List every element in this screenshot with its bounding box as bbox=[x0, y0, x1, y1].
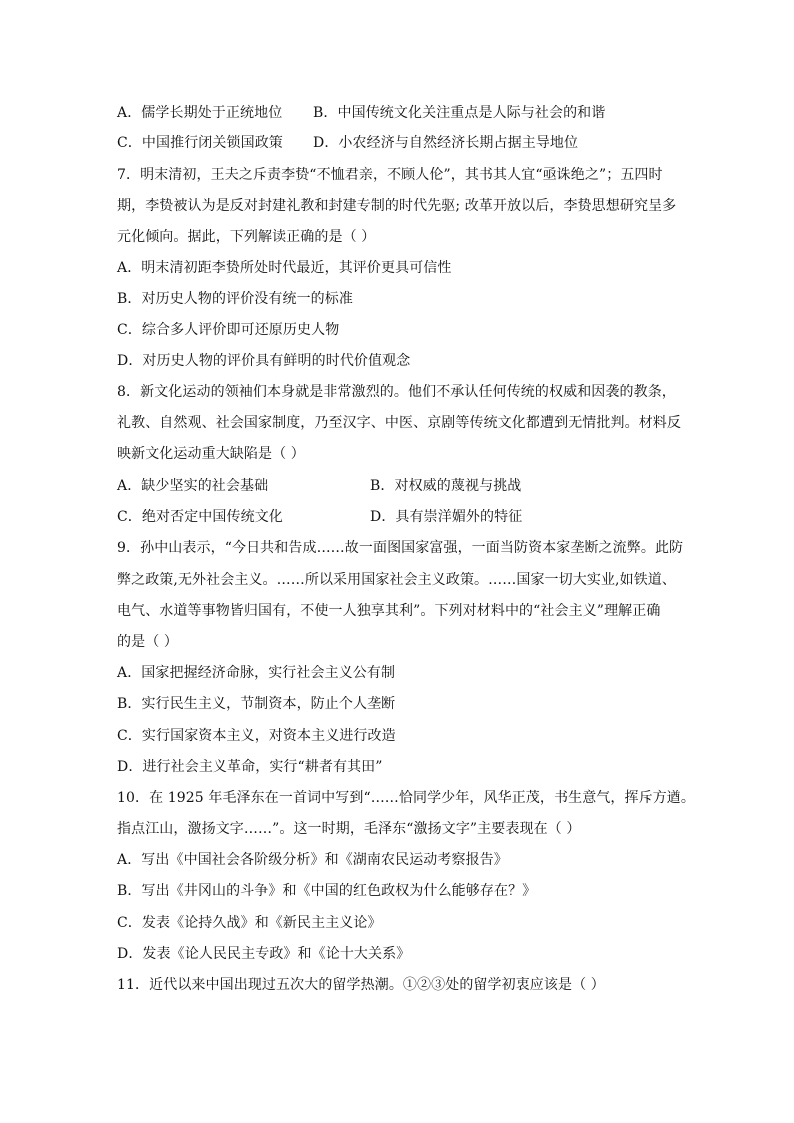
q7-option-a: A．明末清初距李贽所处时代最近，其评价更具可信性 bbox=[117, 260, 452, 276]
q8-option-c: C．绝对否定中国传统文化 bbox=[117, 509, 283, 525]
q10-option-d: D．发表《论人民民主专政》和《论十大关系》 bbox=[117, 946, 411, 962]
q7-stem-line-3: 元化倾向。据此，下列解读正确的是（ ） bbox=[117, 229, 376, 245]
q7-stem-line-2: 期，李贽被认为是反对封建礼教和封建专制的时代先驱; 改革开放以后，李贽思想研究呈多 bbox=[117, 198, 677, 214]
q6-option-a: A．儒学长期处于正统地位 bbox=[117, 105, 283, 121]
q7-option-b: B．对历史人物的评价没有统一的标准 bbox=[117, 291, 353, 307]
q9-stem-line-3: 电气、水道等事物皆归国有，不使一人独享其利”。下列对材料中的“社会主义”理解正确 bbox=[117, 603, 661, 619]
q9-option-b: B．实行民生主义，节制资本，防止个人垄断 bbox=[117, 696, 396, 712]
q6-option-c: C．中国推行闭关锁国政策 bbox=[117, 135, 283, 151]
q8-stem-line-1: 8．新文化运动的领袖们本身就是非常激烈的。他们不承认任何传统的权威和因袭的教条， bbox=[117, 384, 676, 400]
q7-option-d: D．对历史人物的评价具有鲜明的时代价值观念 bbox=[117, 353, 411, 369]
q10-option-a: A．写出《中国社会各阶级分析》和《湖南农民运动考察报告》 bbox=[117, 852, 508, 868]
q10-option-b: B．写出《井冈山的斗争》和《中国的红色政权为什么能够存在？》 bbox=[117, 883, 537, 899]
q10-stem-line-1: 10．在 1925 年毛泽东在一首词中写到“……恰同学少年，风华正茂，书生意气，挥斥方遒。 bbox=[117, 790, 695, 806]
q9-stem-line-1: 9．孙中山表示，“今日共和告成……故一面图国家富强，一面当防资本家垄断之流弊。此防 bbox=[117, 540, 684, 556]
q8-option-a: A．缺少坚实的社会基础 bbox=[117, 478, 269, 494]
q6-option-d: D．小农经济与自然经济长期占据主导地位 bbox=[313, 135, 579, 151]
q9-option-d: D．进行社会主义革命，实行“耕者有其田” bbox=[117, 759, 383, 775]
q9-stem-line-2: 弊之政策,无外社会主义。……所以采用国家社会主义政策。……国家一切大实业,如铁道、 bbox=[117, 572, 676, 588]
q9-stem-line-4: 的是（ ） bbox=[117, 634, 178, 650]
q10-stem-line-2: 指点江山，激扬文字……”。这一时期，毛泽东“激扬文字”主要表现在（ ） bbox=[117, 821, 581, 837]
q6-option-b: B．中国传统文化关注重点是人际与社会的和谐 bbox=[313, 105, 606, 121]
q8-option-d: D．具有崇洋媚外的特征 bbox=[370, 509, 523, 525]
q8-option-b: B．对权威的蔑视与挑战 bbox=[370, 478, 522, 494]
q11-stem-line-1: 11．近代以来中国出现过五次大的留学热潮。①②③处的留学初衷应该是（ ） bbox=[117, 977, 605, 993]
q7-option-c: C．综合多人评价即可还原历史人物 bbox=[117, 322, 340, 338]
q7-stem-line-1: 7．明末清初，王夫之斥责李贽“不恤君亲，不顾人伦”，其书其人宜“亟诛绝之”；五四时 bbox=[117, 167, 663, 183]
q9-option-a: A．国家把握经济命脉，实行社会主义公有制 bbox=[117, 665, 396, 681]
q10-option-c: C．发表《论持久战》和《新民主主义论》 bbox=[117, 915, 382, 931]
q8-stem-line-2: 礼教、自然观、社会国家制度，乃至汉字、中医、京剧等传统文化都遭到无情批判。材料反 bbox=[117, 415, 681, 431]
q9-option-c: C．实行国家资本主义，对资本主义进行改造 bbox=[117, 728, 396, 744]
q8-stem-line-3: 映新文化运动重大缺陷是（ ） bbox=[117, 446, 305, 462]
